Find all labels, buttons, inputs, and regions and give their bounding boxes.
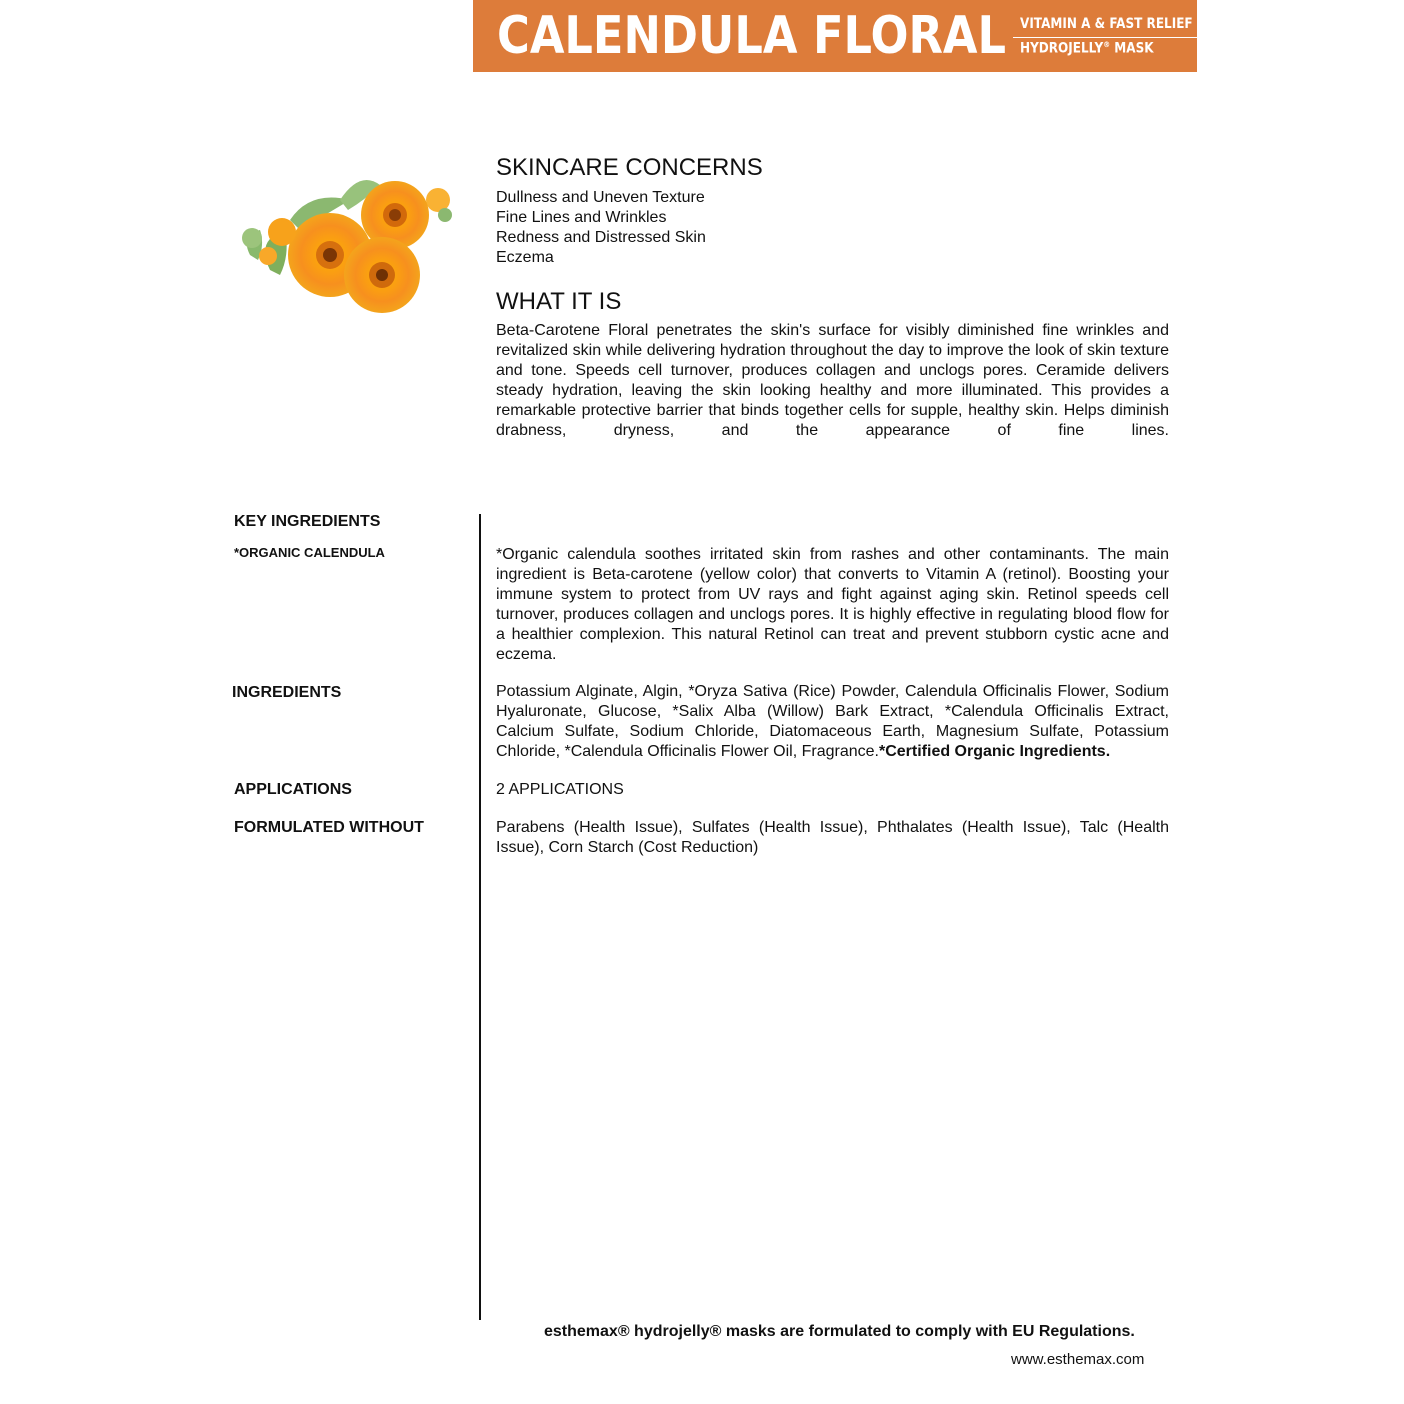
ingredients-list bbox=[496, 682, 1169, 762]
product-subtitle-line2 bbox=[1020, 40, 1154, 57]
subtitle-line2-main: HYDROJELLY bbox=[1020, 40, 1104, 57]
subtitle-divider bbox=[1013, 37, 1197, 38]
certified-organic-note: *Certified Organic Ingredients. bbox=[878, 743, 1111, 760]
skincare-concerns-heading: SKINCARE CONCERNS bbox=[496, 154, 763, 181]
subtitle-line2-tail: MASK bbox=[1110, 40, 1154, 57]
formulated-without-list: Parabens (Health Issue), Sulfates (Health Issue), Phthalates (Health Issue), Talc (Health Issue), Corn Starch (Cost Reduction) bbox=[496, 819, 1169, 856]
list-item: Dullness and Uneven Texture bbox=[496, 189, 705, 206]
list-item: Fine Lines and Wrinkles bbox=[496, 209, 667, 226]
list-item: Eczema bbox=[496, 249, 554, 266]
eu-compliance-note: esthemax® hydrojelly® masks are formulated to comply with EU Regulations. bbox=[544, 1323, 1135, 1340]
website-link[interactable]: www.esthemax.com bbox=[1011, 1351, 1145, 1368]
what-it-is-description: Beta-Carotene Floral penetrates the skin's surface for visibly diminished fine wrinkles and revitalized skin while delivering hydration throughout the day to improve the look of skin texture and tone. Speeds cell turnover, produces collagen and unclogs pores. Ceramide delivers steady hydration, leaving the skin looking healthy and more illuminated. This provides a remarkable protective barrier that binds together cells for supple, healthy skin. Helps diminish drabness, dryness, and the appearance of fine lines. bbox=[496, 322, 1169, 439]
calendula-flowers-image bbox=[230, 160, 470, 340]
ingredients-text: Potassium Alginate, Algin, *Oryza Sativa (Rice) Powder, Calendula Officinalis Flower, Sodium Hyaluronate, Glucose, *Salix Alba (Willow) Bark Extract, *Calendula Officinalis Extract, Calcium Sulfate, Sodium Chloride, Diatomaceous Earth, Magnesium Sulfate, Potassium Chloride, *Calendula Officinalis Flower Oil, Fragrance. bbox=[496, 683, 1169, 760]
list-item: Redness and Distressed Skin bbox=[496, 229, 706, 246]
applications-value: 2 APPLICATIONS bbox=[496, 781, 624, 798]
product-subtitle-line1: VITAMIN A & FAST RELIEF bbox=[1020, 16, 1193, 32]
what-it-is-heading: WHAT IT IS bbox=[496, 288, 622, 315]
header-banner bbox=[473, 0, 1197, 72]
product-title: CALENDULA FLORAL bbox=[497, 6, 1007, 66]
column-divider bbox=[479, 514, 481, 1320]
formulated-without-label: FORMULATED WITHOUT bbox=[234, 819, 424, 836]
ingredients-label: INGREDIENTS bbox=[232, 684, 342, 701]
key-ingredients-label: KEY INGREDIENTS bbox=[234, 513, 381, 530]
skincare-concerns-list bbox=[496, 188, 996, 268]
organic-calendula-label: *ORGANIC CALENDULA bbox=[234, 545, 385, 560]
registered-mark: ® bbox=[1103, 40, 1111, 49]
organic-calendula-description: *Organic calendula soothes irritated skin from rashes and other contaminants. The main ingredient is Beta-carotene (yellow color) that converts to Vitamin A (retinol). Boosting your immune system to protect from UV rays and fight against aging skin. Retinol speeds cell turnover, produces collagen and unclogs pores. It is highly effective in regulating blood flow for a healthier complexion. This natural Retinol can treat and prevent stubborn cystic acne and eczema. bbox=[496, 546, 1169, 663]
applications-label: APPLICATIONS bbox=[234, 781, 352, 798]
